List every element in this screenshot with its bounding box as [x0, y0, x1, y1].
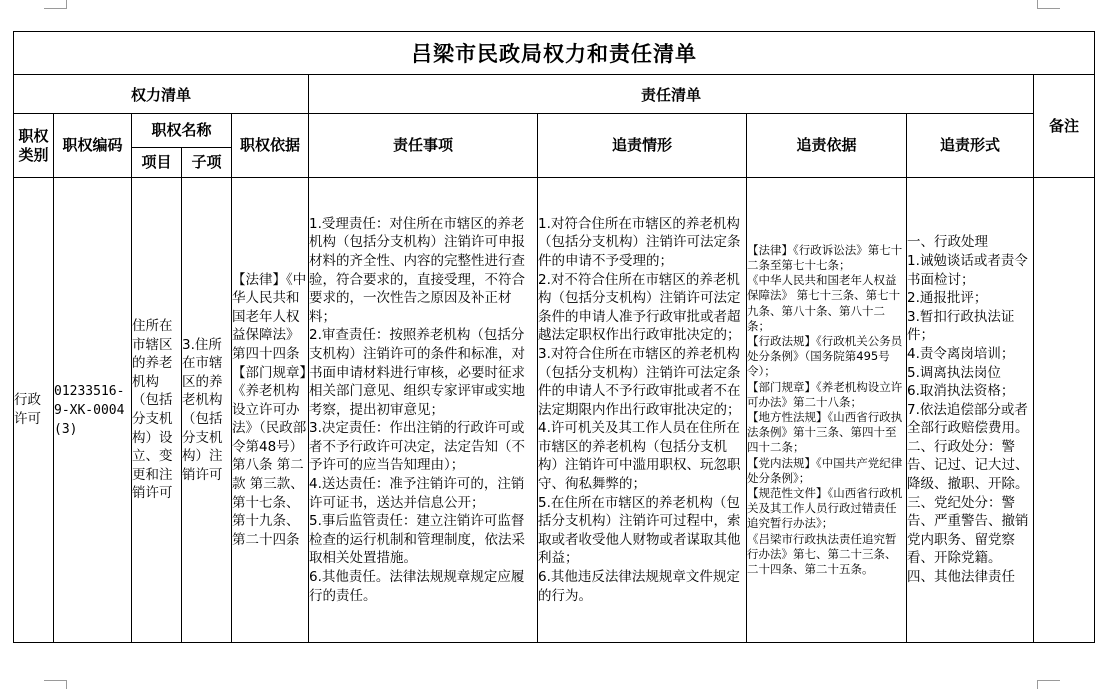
crop-mark-bottom-right — [1037, 680, 1060, 689]
section-responsibility-list: 责任清单 — [309, 75, 1034, 114]
header-accountability-form: 追责形式 — [907, 114, 1034, 178]
cell-code: 01233516-9-XK-0004(3) — [54, 178, 132, 643]
header-duty: 责任事项 — [309, 114, 538, 178]
cell-accountability-basis: 【法律】《行政诉讼法》第七十二条至第七十七条； 《中华人民共和国老年人权益保障法》 第七十三条、第七十九条、第八十条、第八十二条； 【行政法规】《行政机关公务员处分条例》（国务院第495号令）； 【部门规章】《养老机构设立许可办法》第二十八条； 【地方性法规】《山西省行政执法条例》第十三条、第四十至四十二条； 【党内法规】《中国共产党纪律处分条例》； 【规范性文件】《山西省行政机关及其工作人员行政过错责任追究暂行办法》； 《吕梁市行政执法责任追究暂行办法》第七、第二十三条、二十四条、第二十五条。 — [747, 178, 907, 643]
table-title: 吕梁市民政局权力和责任清单 — [14, 32, 1095, 75]
header-accountability-basis: 追责依据 — [747, 114, 907, 178]
header-item: 项目 — [132, 148, 182, 178]
header-category: 职权类别 — [14, 114, 54, 178]
header-accountability-case: 追责情形 — [538, 114, 747, 178]
cell-accountability-case: 1.对符合住所在市辖区的养老机构（包括分支机构）注销许可法定条件的申请不予受理的； 2.对不符合住所在市辖区的养老机构（包括分支机构）注销许可法定条件的申请人准予行政审批或者超越法定职权作出行政审批决定的； 3.对符合住所在市辖区的养老机构（包括分支机构）注销许可法定条件的申请人不予行政审批或者不在法定期限内作出行政审批决定的； 4.许可机关及其工作人员在住所在市辖区的养老机构（包括分支机构）注销许可中滥用职权、玩忽职守、徇私舞弊的； 5.在住所在市辖区的养老机构（包括分支机构）注销许可过程中，索取或者收受他人财物或者谋取其他利益； 6.其他违反法律法规规章文件规定的行为。 — [538, 178, 747, 643]
crop-mark-bottom-left — [44, 680, 67, 689]
cell-basis: 【法律】《中华人民共和国老年人权益保障法》第四十四条 【部门规章】《养老机构设立许可办法》（民政部令第48号）第八条 第二款 第三款、第十七条、第十九条、第二十四条 — [232, 178, 309, 643]
header-name: 职权名称 — [132, 114, 232, 148]
power-responsibility-table — [13, 31, 1095, 643]
crop-mark-top-right — [1037, 0, 1060, 9]
table-row — [14, 178, 1095, 643]
crop-mark-top-left — [44, 0, 67, 9]
cell-accountability-form: 一、行政处理 1.诫勉谈话或者责令书面检讨； 2.通报批评； 3.暂扣行政执法证件； 4.责令离岗培训； 5.调离执法岗位 6.取消执法资格； 7.依法追偿部分或者全部行政赔偿费用。 二、行政处分：警告、记过、记大过、降级、撤职、开除。 三、党纪处分：警告、严重警告、撤销党内职务、留党察看、开除党籍。 四、其他法律责任 — [907, 178, 1034, 643]
cell-remarks — [1034, 178, 1095, 643]
header-remarks: 备注 — [1034, 75, 1095, 178]
section-power-list: 权力清单 — [14, 75, 309, 114]
cell-duty: 1.受理责任：对住所在市辖区的养老机构（包括分支机构）注销许可申报材料的齐全性、内容的完整性进行查验，符合要求的，直接受理，不符合要求的，一次性告之原因及补正材料； 2.审查责任：按照养老机构（包括分支机构）注销许可的条件和标准，对书面申请材料进行审核，必要时征求相关部门意见、组织专家评审或实地考察，提出初审意见； 3.决定责任：作出注销的行政许可或者不予行政许可决定，法定告知（不予许可的应当告知理由）； 4.送达责任：准予注销许可的，注销许可证书，送达并信息公开； 5.事后监管责任：建立注销许可监督检查的运行机制和管理制度，依法采取相关处置措施。 6.其他责任。法律法规规章规定应履行的责任。 — [309, 178, 538, 643]
header-subitem: 子项 — [182, 148, 232, 178]
cell-item: 住所在市辖区的养老机构（包括分支机构）设立、变更和注销许可 — [132, 178, 182, 643]
cell-category: 行政许可 — [14, 178, 54, 643]
header-basis: 职权依据 — [232, 114, 309, 178]
header-code: 职权编码 — [54, 114, 132, 178]
cell-subitem: 3.住所在市辖区的养老机构（包括分支机构）注销许可 — [182, 178, 232, 643]
